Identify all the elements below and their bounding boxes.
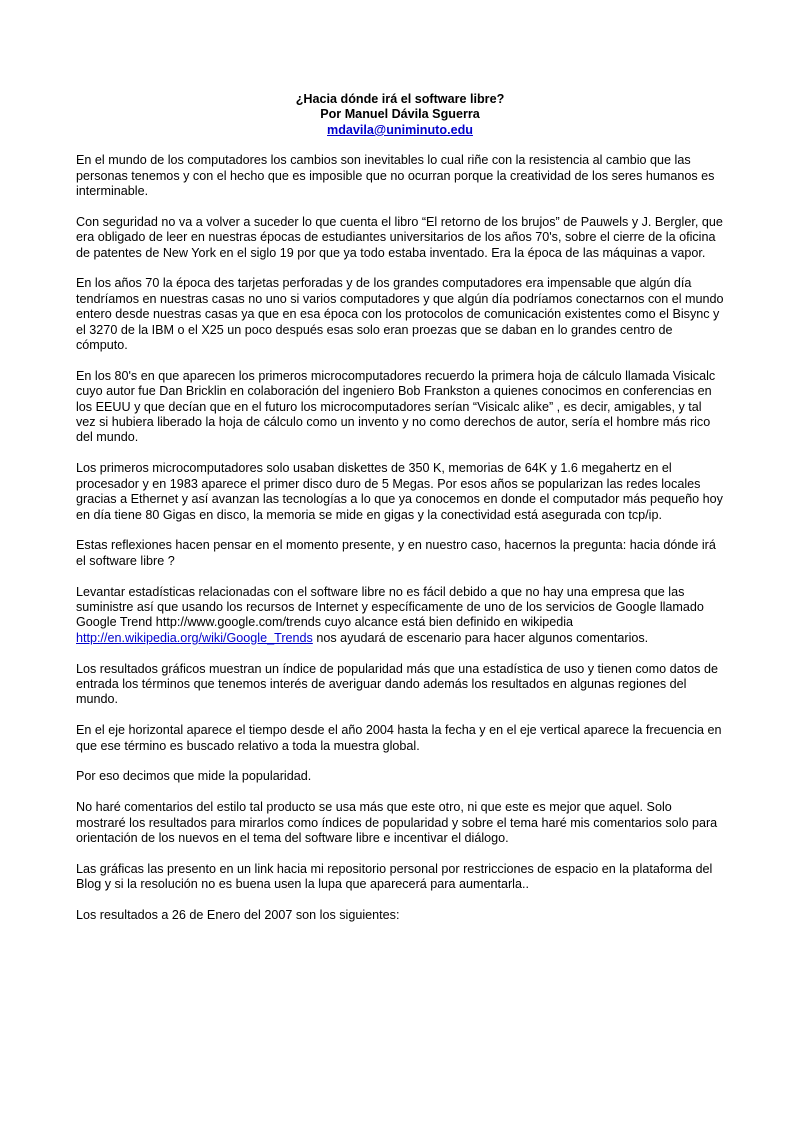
paragraph-4: En los 80's en que aparecen los primeros microcomputadores recuerdo la primera hoja de cálculo llamada Visicalc cuyo autor fue Dan Bricklin en colaboración del ingeniero Bob Frankston a quienes conocimos en conferencias en los EEUU y que decían que en el futuro los microcomputadores serían “Visicalc alike” , es decir, amigables, y tal vez si hubiera liberado la hoja de cálculo como un invento y no como derechos de autor, sería el hombre más rico del mundo. <box>76 368 716 445</box>
author-email-link[interactable]: mdavila@uniminuto.edu <box>327 122 473 137</box>
document-author: Por Manuel Dávila Sguerra <box>320 107 480 122</box>
paragraph-2: Con seguridad no va a volver a suceder lo que cuenta el libro “El retorno de los brujos” de Pauwels y J. Bergler, que era obligado de leer en nuestras épocas de estudiantes universitarios de los años 70's, sobre el cierre de la oficina de patentes de New York en el siglo 19 por que ya todo estaba inventado. Era la época de las máquinas a vapor. <box>76 214 723 260</box>
paragraph-7-text: Levantar estadísticas relacionadas con el software libre no es fácil debido a que no hay una empresa que las suministre así que usando los recursos de Internet y específicamente de uno de los servicios de Google llamado Google Trend http://www.google.com/trends cuyo alcance está bien definido en wikipedia <box>76 584 704 630</box>
paragraph-6: Estas reflexiones hacen pensar en el momento presente, y en nuestro caso, hacernos la pregunta: hacia dónde irá el software libre ? <box>76 538 716 568</box>
paragraph-5: Los primeros microcomputadores solo usaban diskettes de 350 K, memorias de 64K y 1.6 megahertz en el procesador y en 1983 aparece el primer disco duro de 5 Megas. Por esos años se popularizan las redes locales gracias a Ethernet y así avanzan las tecnologías a lo que ya conocemos en donde el computador más pequeño hoy en día tiene 80 Gigas en disco, la memoria se mide en gigas y la conectividad está asegurada con tcp/ip. <box>76 461 723 522</box>
document-header <box>76 92 724 138</box>
paragraph-7-tail: nos ayudará de escenario para hacer algunos comentarios. <box>312 630 649 645</box>
wikipedia-google-trends-link[interactable]: http://en.wikipedia.org/wiki/Google_Trends <box>76 630 313 645</box>
document-title: ¿Hacia dónde irá el software libre? <box>295 92 505 106</box>
paragraph-7 <box>76 585 724 647</box>
paragraph-10: Por eso decimos que mide la popularidad. <box>76 769 312 784</box>
paragraph-13: Los resultados a 26 de Enero del 2007 son los siguientes: <box>76 907 400 922</box>
paragraph-8: Los resultados gráficos muestran un índice de popularidad más que una estadística de uso y tienen como datos de entrada los términos que tenemos interés de averiguar dando además los resultados en algunas regiones del mundo. <box>76 661 718 707</box>
paragraph-1: En el mundo de los computadores los cambios son inevitables lo cual riñe con la resistencia al cambio que las personas tenemos y con el hecho que es imposible que no ocurran porque la creatividad de los seres humanos es interminable. <box>76 153 715 199</box>
paragraph-3: En los años 70 la época des tarjetas perforadas y de los grandes computadores era impensable que algún día tendríamos en nuestras casas no uno si varios computadores y que algún día podríamos conectarnos con el mundo entero desde nuestras casas ya que en esa época con los protocolos de comunicación existentes como el Bisync y el 3270 de la IBM o el X25 un poco después esas solo eran proezas que se daban en lo grandes centro de cómputo. <box>76 276 724 353</box>
paragraph-12: Las gráficas las presento en un link hacia mi repositorio personal por restricciones de espacio en la plataforma del Blog y si la resolución no es buena usen la lupa que aparecerá para aumentarla.. <box>76 861 713 892</box>
document-page <box>76 92 724 939</box>
paragraph-11: No haré comentarios del estilo tal producto se usa más que este otro, ni que este es mejor que aquel. Solo mostraré los resultados para mirarlos como índices de popularidad y sobre el tema haré mis comentarios solo para orientación de los nuevos en el tema del software libre e incentivar el diálogo. <box>76 800 718 845</box>
paragraph-9: En el eje horizontal aparece el tiempo desde el año 2004 hasta la fecha y en el eje vertical aparece la frecuencia en que ese término es buscado relativo a toda la muestra global. <box>76 723 722 753</box>
author-email <box>76 123 724 138</box>
